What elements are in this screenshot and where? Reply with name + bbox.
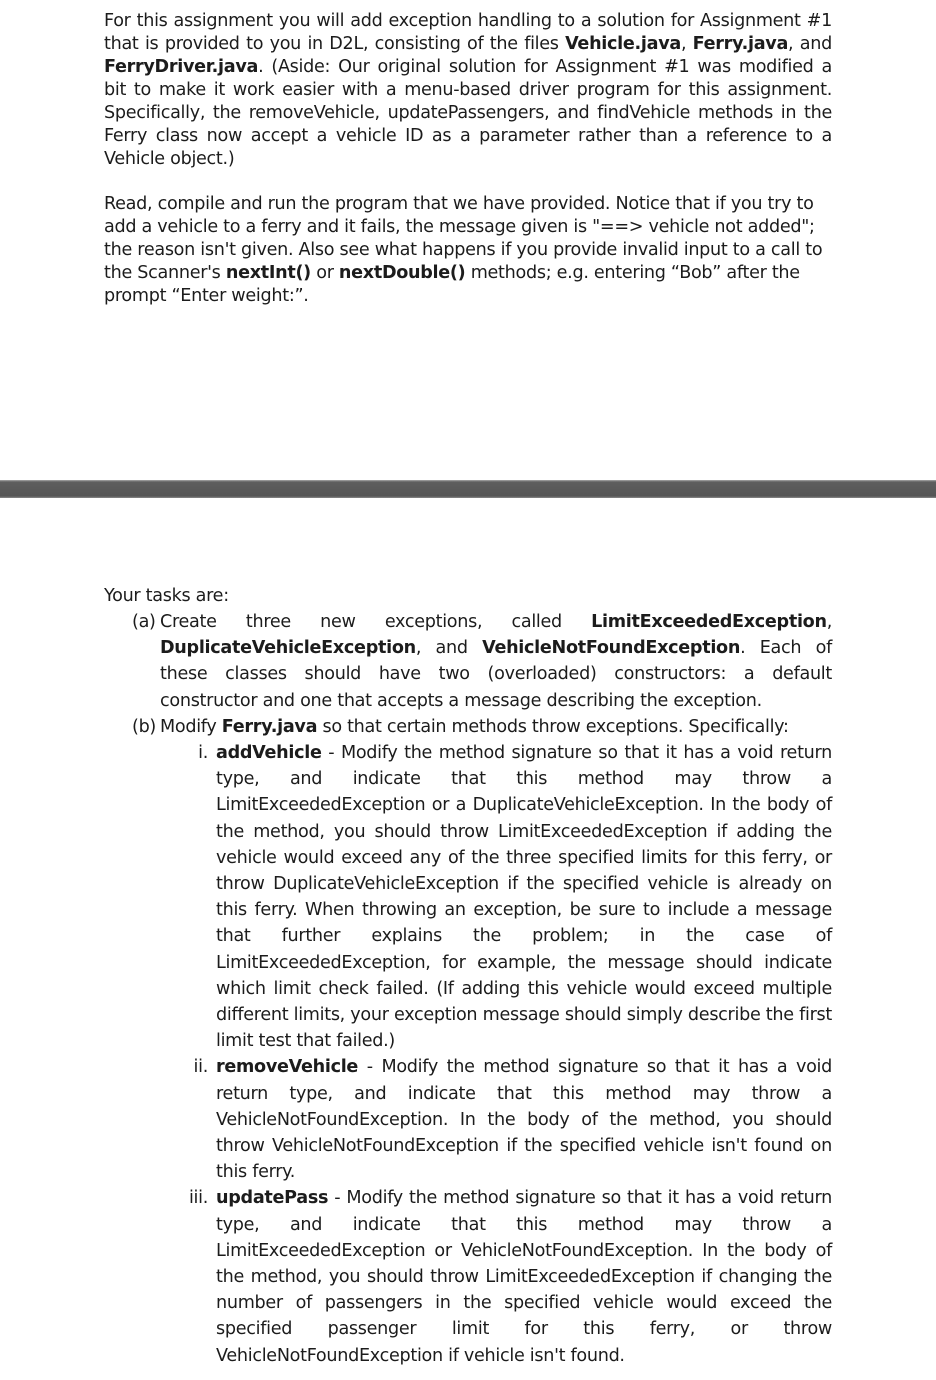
subtask-i-add-vehicle: i. addVehicle - Modify the method signature so that it has a void return type, and indicate that this method may throw a LimitExceededException or a DuplicateVehicleException. In the body of the method, you should throw LimitExceededException if adding the vehicle would exceed any of the three specified limits for this ferry, or throw DuplicateVehicleException if the specified vehicle is already on this ferry. When throwing an exception, be sure to include a message that further explains the problem; in the case of LimitExceededException, for example, the message should indicate which limit check failed. (If adding this vehicle would exceed multiple different limits, your exception message should simply describe the first limit test that failed.): [216, 740, 832, 1054]
task-b-marker: (b): [132, 716, 156, 737]
page-2-text: [104, 584, 832, 1369]
page-divider: [0, 480, 936, 498]
intro-paragraph: For this assignment you will add exception handling to a solution for Assignment #1 that is provided to you in D2L, consisting of the files Vehicle.java, Ferry.java, and FerryDriver.java. (Aside: Our original solution for Assignment #1 was modified a bit to make it work easier with a menu-based driver program for this assignment. Specifically, the removeVehicle, updatePassengers, and findVehicle methods in the Ferry class now accept a vehicle ID as a parameter rather than a reference to a Vehicle object.): [104, 11, 832, 169]
subtask-iii-update-pass: iii. updatePass - Modify the method signature so that it has a void return type, and indicate that this method may throw a LimitExceededException or VehicleNotFoundException. In the body of the method, you should throw LimitExceededException if changing the number of passengers in the specified vehicle would exceed the specified passenger limit for this ferry, or throw VehicleNotFoundException if vehicle isn't found.: [216, 1185, 832, 1368]
filename-ferry-driver: FerryDriver.java: [104, 57, 259, 77]
subtask-ii-remove-vehicle: ii. removeVehicle - Modify the method signature so that it has a void return type, and indicate that this method may throw a VehicleNotFoundException. In the body of the method, you should throw VehicleNotFoundException if the specified vehicle isn't found on this ferry.: [216, 1054, 832, 1185]
subtask-ii-marker: ii.: [193, 1057, 208, 1078]
method-nextint: nextInt(): [225, 263, 311, 283]
instructions-paragraph: Read, compile and run the program that we have provided. Notice that if you try to add a vehicle to a ferry and it fails, the message given is "==> vehicle not added"; the reason isn't given. Also see what happens if you provide invalid input to a call to the Scanner's nextInt() or nextDouble() methods; e.g. entering “Bob” after the prompt “Enter weight:”.: [104, 194, 823, 306]
page-1-text: [104, 10, 832, 330]
subtask-i-marker: i.: [198, 743, 208, 764]
task-a-marker: (a): [132, 612, 156, 632]
task-a: (a) Create three new exceptions, called LimitExceededException, DuplicateVehicleException, and VehicleNotFoundException. Each of these classes should have two (overloaded) constructors: a default constructor and one that accepts a message describing the exception.: [160, 609, 832, 714]
tasks-heading: Your tasks are:: [104, 586, 229, 606]
filename-ferry: Ferry.java: [692, 34, 789, 54]
task-b: (b) Modify Ferry.java so that certain methods throw exceptions. Specifically:: [160, 714, 832, 740]
filename-vehicle: Vehicle.java: [565, 34, 681, 54]
subtask-iii-marker: iii.: [188, 1188, 208, 1209]
method-nextdouble: nextDouble(): [338, 263, 466, 283]
